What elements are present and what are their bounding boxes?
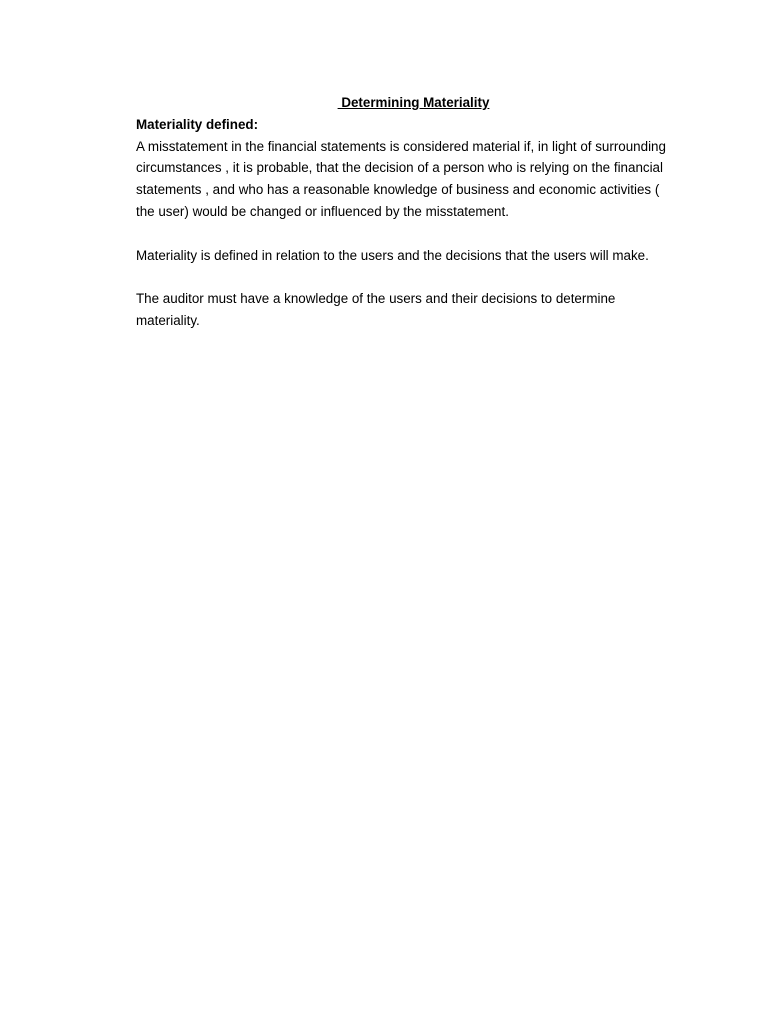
paragraph-users: Materiality is defined in relation to the users and the decisions that the users will make.: [136, 247, 649, 263]
document-title: Determining Materiality: [337, 95, 490, 110]
document-body: [136, 92, 681, 354]
section-heading: Materiality defined:: [136, 116, 259, 132]
paragraph-auditor: The auditor must have a knowledge of the users and their decisions to determine materiality.: [136, 291, 616, 328]
paragraph-definition: A misstatement in the financial statements is considered material if, in light of surrounding circumstances , it is probable, that the decision of a person who is relying on the financial statements , and who has a reasonable knowledge of business and economic activities ( the user) would be changed or influenced by the misstatement.: [136, 138, 666, 219]
